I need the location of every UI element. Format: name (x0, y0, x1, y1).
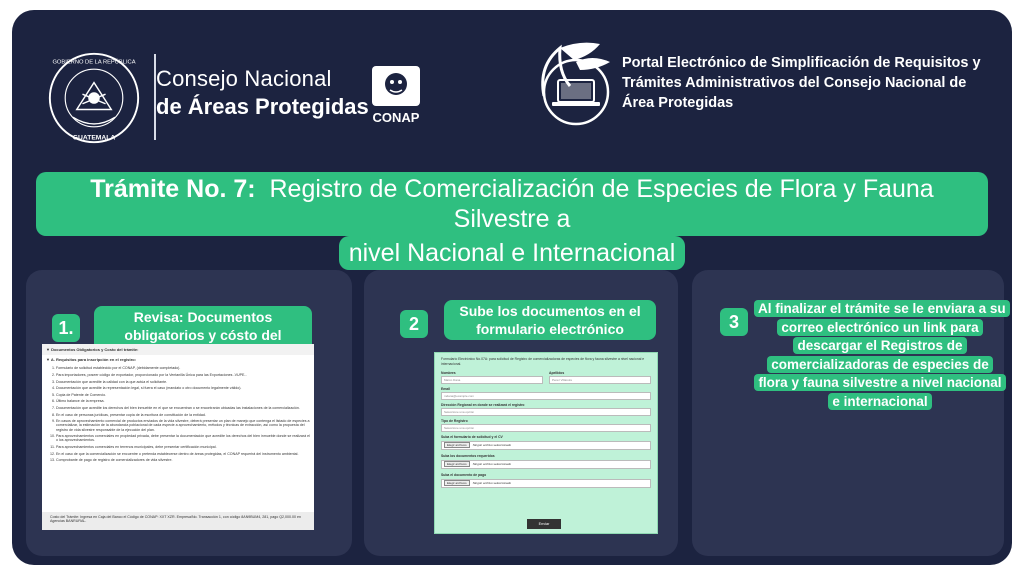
list-item: 13. Comprobante de pago de registro de comercializadores de vida silvestre. (56, 458, 310, 462)
guatemala-seal-icon (46, 50, 142, 146)
procedure-number: Trámite No. 7: (90, 175, 256, 203)
tipo-label: Tipo de Registro (441, 419, 468, 423)
list-item: 4. Documentación que acredite la representación legal, si fuera el caso (mandato o otro documento legalmente válido). (56, 386, 310, 390)
apellidos-field[interactable]: Perez Villaroks (549, 376, 651, 384)
doc-section: ▼ A. Requisitos para inscripción en el registro: (46, 357, 137, 362)
email-field[interactable]: mdana@example.com (441, 392, 651, 400)
file3-label: Suba el documento de pago (441, 473, 487, 477)
choose-files-button[interactable]: Elegir archivos (444, 480, 470, 486)
email-label: Email (441, 387, 451, 391)
file2-input[interactable] (441, 460, 651, 469)
step1-number: 1. (52, 314, 80, 342)
list-item: 1. Formulario de solicitud establecido por el CONAP, (debidamente completado). (56, 366, 310, 370)
list-item: 5. Copia de Patente de Comercio. (56, 393, 310, 397)
step1-title: Revisa: Documentos obligatorios y cósto del (94, 306, 312, 364)
doc-requirements-list (42, 366, 314, 462)
electronic-form-screenshot (434, 352, 658, 534)
submit-button[interactable]: Enviar (527, 519, 561, 529)
svg-text:GUATEMALA: GUATEMALA (72, 134, 116, 142)
apellidos-label: Apellidos (549, 371, 565, 375)
banner-line1 (36, 172, 988, 236)
svg-text:GOBIERNO DE LA REPÚBLICA: GOBIERNO DE LA REPÚBLICA (52, 59, 136, 66)
list-item: 7. Documentación que acredite los derechos del bien inmueble en el que se encuentran o se encontrarán ubicadas las instalaciones de la comercialización. (56, 406, 310, 410)
infographic-frame (12, 10, 1012, 565)
svg-text:CONAP: CONAP (372, 110, 420, 125)
org-name-line1: Consejo Nacional (156, 66, 332, 91)
list-item: 12. En el caso de que la comercialización se encuentre o pretenda establecerse dentro de áreas protegidas, el CONAP requerirá del instrumento ambiental. (56, 452, 310, 456)
laptop-leaf-icon (530, 36, 622, 128)
file2-label: Suba los documentos requeridos (441, 454, 495, 458)
nombres-label: Nombres (441, 371, 456, 375)
list-item: 11. Para aprovechamientos comerciales en terrenos municipales, debe presentar certificación municipal. (56, 445, 310, 449)
step2-title: Sube los documentos en el formulario electrónico (444, 300, 656, 340)
documents-list-screenshot (42, 344, 314, 530)
list-item: 6. Último balance de la empresa. (56, 399, 310, 403)
procedure-title-line1: Registro de Comercialización de Especies de Flora y Fauna Silvestre a (269, 175, 934, 233)
choose-files-button[interactable]: Elegir archivos (444, 442, 470, 448)
list-item: 3. Documentación que acredite la calidad con la que actúa el solicitante. (56, 380, 310, 384)
conap-logo-icon (368, 62, 424, 128)
form-title: Formulario Electrónico No.07A: para solicitud de Registro de comercializadoras de especies de flora y fauna silvestre a nivel nacional e internacional. (441, 357, 645, 366)
procedure-title-banner (36, 172, 988, 270)
step3-number: 3 (720, 308, 748, 336)
list-item: 9. En casos de aprovechamiento comercial de productos enviados de la vida silvestre, deberá presentar un plan de manejo que contenga el listado de especies a comercializar, la estimación de la abundancia poblacional de cada especie a aprovechamiento, métodos y técnicas de extracción, así como la propuesta del registro de vida silvestre responsable de la ejecución del plan. (56, 419, 310, 432)
doc-cost: Costo del Trámite: Ingresa en Caja del Banco el Código de CONAP: XXT XZR. Empresa/No. Transacción 1, con código 8AN9BUM4, 281, pago Q2,000.00 en Agencias BANRURAL. (42, 512, 314, 530)
no-file-text: Ningún archivo seleccionado (472, 481, 512, 485)
list-item: 10. Para aprovechamientos comerciales en propiedad privada, debe presentar la documentación que acredite los derechos del bien inmueble donde se realizará el o los aprovechamientos. (56, 434, 310, 442)
step3-title: Al finalizar el trámite se le enviara a su correo electrónico un link para descargar el Registros de comercializadoras de especies de flora y fauna silvestre a nivel nacional e internacional (754, 300, 1006, 411)
portal-title: Portal Electrónico de Simplificación de Requisitos y Trámites Administrativos del Consejo Nacional de Área Protegidas (622, 55, 981, 111)
step2-number: 2 (400, 310, 428, 338)
procedure-title-line2: nivel Nacional e Internacional (339, 236, 686, 270)
choose-files-button[interactable]: Elegir archivos (444, 461, 470, 467)
list-item: 8. En el caso de personas jurídicas, presentar copia de la escritura de constitución de la entidad. (56, 413, 310, 417)
direccion-label: Dirección Regional en donde se realizará el registro (441, 403, 525, 407)
file3-input[interactable] (441, 479, 651, 488)
file1-input[interactable] (441, 441, 651, 450)
direccion-select[interactable]: Seleccione una opción (441, 408, 651, 416)
doc-header: ▼ Documentos Obligatorios y Costo del trámite: (42, 344, 314, 355)
org-name-line2: de Áreas Protegidas (156, 94, 369, 119)
list-item: 2. Para importadores, poseer código de exportador, proporcionado por la Ventanilla Única para las Exportaciones -VUPE-. (56, 373, 310, 377)
file1-label: Suba el formulario de solicitud y el CV (441, 435, 503, 439)
tipo-select[interactable]: Seleccione una opción (441, 424, 651, 432)
no-file-text: Ningún archivo seleccionado (472, 462, 512, 466)
no-file-text: Ningún archivo seleccionado (472, 443, 512, 447)
nombres-field[interactable]: Marco Dana (441, 376, 543, 384)
